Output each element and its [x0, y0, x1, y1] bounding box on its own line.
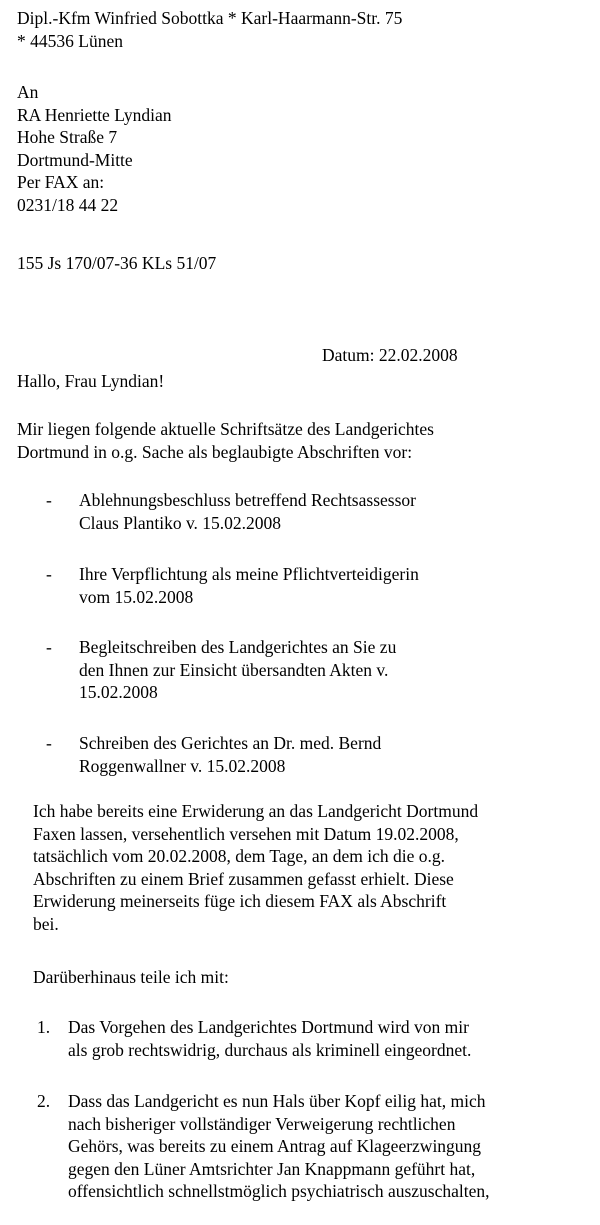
bullet-line: Begleitschreiben des Landgerichtes an Sie zu — [79, 637, 397, 657]
bullet-dash: - — [46, 637, 52, 657]
numbered-item — [0, 1090, 600, 1203]
paragraph-line: tatsächlich vom 20.02.2008, dem Tage, an dem ich die o.g. — [33, 846, 446, 866]
sender-block — [17, 7, 402, 52]
bullet-dash: - — [46, 564, 52, 584]
numbered-line: als grob rechtswidrig, durchaus als kriminell eingeordnet. — [68, 1039, 472, 1060]
intro-paragraph — [17, 418, 434, 463]
recipient-name: RA Henriette Lyndian — [17, 104, 172, 125]
bullet-line: Ihre Verpflichtung als meine Pflichtverteidigerin — [79, 564, 419, 584]
list-item — [0, 732, 600, 777]
numbered-line: Dass das Landgericht es nun Hals über Kopf eilig hat, mich — [68, 1091, 486, 1111]
bullet-dash: - — [46, 490, 52, 510]
numbered-item — [0, 1016, 600, 1061]
bullet-line: Schreiben des Gerichtes an Dr. med. Bernd — [79, 733, 382, 753]
body-paragraph — [33, 800, 478, 935]
additional-note: Darüberhinaus teile ich mit: — [33, 967, 229, 987]
paragraph-line: Erwiderung meinerseits füge ich diesem FAX als Abschrift — [33, 891, 447, 911]
recipient-fax-number: 0231/18 44 22 — [17, 194, 119, 215]
bullet-line: den Ihnen zur Einsicht übersandten Akten v. — [79, 659, 389, 680]
item-number: 1. — [37, 1017, 51, 1037]
numbered-line: offensichtlich schnellstmöglich psychiatrisch auszuschalten, — [68, 1181, 490, 1201]
recipient-city: Dortmund-Mitte — [17, 149, 133, 170]
recipient-to: An — [17, 82, 39, 102]
sender-line-2: * 44536 Lünen — [17, 30, 123, 51]
bullet-line: Roggenwallner v. 15.02.2008 — [79, 755, 286, 776]
date-line: Datum: 22.02.2008 — [322, 345, 458, 365]
intro-line-2: Dortmund in o.g. Sache als beglaubigte Abschriften vor: — [17, 441, 413, 462]
numbered-line: nach bisheriger vollständiger Verweigerung rechtlichen — [68, 1113, 456, 1134]
paragraph-line: bei. — [33, 913, 59, 934]
greeting: Hallo, Frau Lyndian! — [17, 371, 165, 391]
bullet-dash: - — [46, 733, 52, 753]
intro-line-1: Mir liegen folgende aktuelle Schriftsätze des Landgerichtes — [17, 419, 434, 439]
bullet-line: vom 15.02.2008 — [79, 586, 194, 607]
paragraph-line: Ich habe bereits eine Erwiderung an das Landgericht Dortmund — [33, 801, 479, 821]
bullet-line: Claus Plantiko v. 15.02.2008 — [79, 512, 282, 533]
numbered-line: Gehörs, was bereits zu einem Antrag auf Klageerzwingung — [68, 1136, 482, 1156]
paragraph-line: Faxen lassen, versehentlich versehen mit Datum 19.02.2008, — [33, 823, 459, 844]
list-item — [0, 636, 600, 704]
recipient-street: Hohe Straße 7 — [17, 127, 118, 147]
numbered-line: gegen den Lüner Amtsrichter Jan Knappmann geführt hat, — [68, 1158, 476, 1179]
case-reference: 155 Js 170/07-36 KLs 51/07 — [17, 253, 217, 273]
list-item — [0, 563, 600, 608]
recipient-block — [17, 81, 172, 216]
numbered-line: Das Vorgehen des Landgerichtes Dortmund wird von mir — [68, 1017, 469, 1037]
bullet-line: 15.02.2008 — [79, 682, 158, 702]
recipient-fax-label: Per FAX an: — [17, 172, 105, 192]
item-number: 2. — [37, 1091, 51, 1111]
sender-line-1: Dipl.-Kfm Winfried Sobottka * Karl-Haarmann-Str. 75 — [17, 8, 403, 28]
paragraph-line: Abschriften zu einem Brief zusammen gefasst erhielt. Diese — [33, 868, 454, 889]
bullet-line: Ablehnungsbeschluss betreffend Rechtsassessor — [79, 490, 416, 510]
list-item — [0, 489, 600, 534]
